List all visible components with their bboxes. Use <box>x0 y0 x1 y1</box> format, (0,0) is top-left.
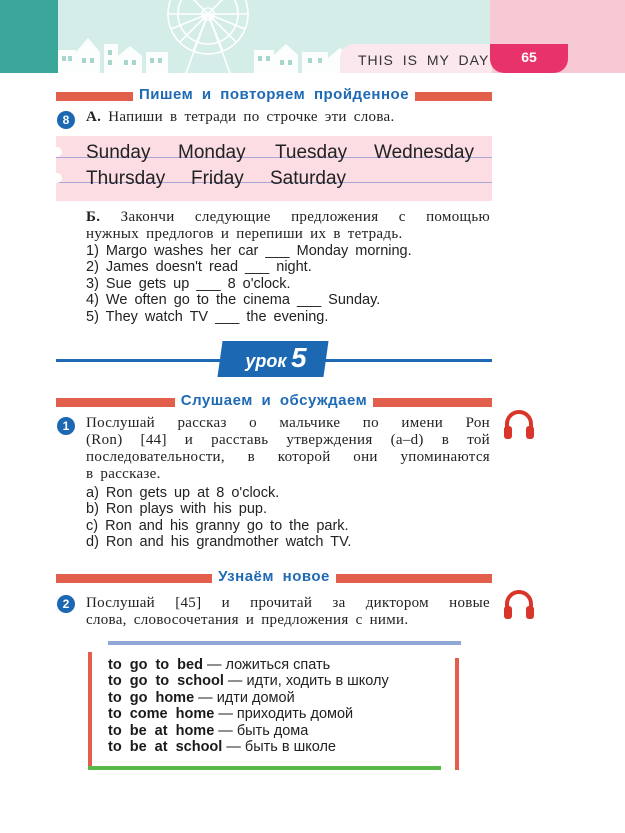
sentence-1: 1) Margo washes her car ___ Monday morning. <box>86 243 412 259</box>
lesson-word: урок <box>245 351 287 371</box>
sentence-4: 4) We often go to the cinema ___ Sunday. <box>86 292 381 308</box>
word-friday: Friday <box>191 168 244 189</box>
headphones-icon <box>502 409 536 441</box>
header-teal-strip <box>0 0 58 73</box>
task-8b-line-1: Б. Закончи следующие предложения с помощью <box>86 209 490 225</box>
page-number: 65 <box>490 44 568 73</box>
sentence-3: 3) Sue gets up ___ 8 o'clock. <box>86 276 291 292</box>
task-1-line-4: в рассказе. <box>86 466 161 482</box>
statement-b: b) Ron plays with his pup. <box>86 501 268 517</box>
vocab-box-left-border <box>88 652 92 768</box>
task-2-line-1: Послушай [45] и прочитай за диктором новые <box>86 595 490 611</box>
word-wednesday: Wednesday <box>374 142 474 163</box>
task-8b-line-2: нужных предлогов и перепиши их в тетрадь. <box>86 226 403 242</box>
banner-listen-label: Слушаем и обсуждаем <box>175 392 373 409</box>
copybook-band <box>56 136 492 201</box>
vocab-row: to be at home — быть дома <box>108 723 309 739</box>
page-title: THIS IS MY DAY <box>358 52 490 68</box>
lesson-number: 5 <box>291 342 307 373</box>
task-8a-text <box>86 109 395 126</box>
task-1-line-3: последовательности, в которой они упоминаются <box>86 449 490 465</box>
vocab-row: to come home — приходить домой <box>108 706 354 722</box>
task-number-8: 8 <box>57 111 75 129</box>
task-8a-instruction: Напиши в тетради по строчке эти слова. <box>108 109 395 125</box>
banner-new <box>56 568 492 588</box>
vocab-row: to go to bed — ложиться спать <box>108 657 331 673</box>
task-1-line-1: Послушай рассказ о мальчике по имени Рон <box>86 415 490 431</box>
word-thursday: Thursday <box>86 168 166 189</box>
word-monday: Monday <box>178 142 246 163</box>
task-1-line-2: (Ron) [44] и расставь утверждения (a–d) в той <box>86 432 490 448</box>
lesson-divider-right <box>322 359 492 362</box>
sentence-5: 5) They watch TV ___ the evening. <box>86 309 329 325</box>
vocab-box-bottom-border <box>88 766 441 770</box>
banner-write <box>56 86 492 106</box>
task-2-line-2: слова, словосочетания и предложения с ними. <box>86 612 409 628</box>
task-number-1: 1 <box>57 417 75 435</box>
task-8a-letter: А. <box>86 109 102 125</box>
banner-listen <box>56 392 492 412</box>
task-number-2: 2 <box>57 595 75 613</box>
vocab-box-right-border <box>455 658 459 770</box>
banner-write-label: Пишем и повторяем пройденное <box>133 86 415 103</box>
vocab-row: to go home — идти домой <box>108 690 295 706</box>
vocab-row: to be at school — быть в школе <box>108 739 336 755</box>
headphones-icon <box>502 589 536 621</box>
sentence-2: 2) James doesn't read ___ night. <box>86 259 312 275</box>
vocab-row: to go to school — идти, ходить в школу <box>108 673 389 689</box>
banner-new-label: Узнаём новое <box>212 568 336 585</box>
word-tuesday: Tuesday <box>275 142 348 163</box>
task-8b-letter: Б. <box>86 209 101 225</box>
lesson-divider-left <box>56 359 226 362</box>
word-saturday: Saturday <box>270 168 347 189</box>
vocab-box-top-border <box>108 641 461 645</box>
statement-a: a) Ron gets up at 8 o'clock. <box>86 485 280 501</box>
statement-d: d) Ron and his grandmother watch TV. <box>86 534 352 550</box>
statement-c: c) Ron and his granny go to the park. <box>86 518 349 534</box>
word-sunday: Sunday <box>86 142 151 163</box>
lesson-title <box>228 342 324 374</box>
